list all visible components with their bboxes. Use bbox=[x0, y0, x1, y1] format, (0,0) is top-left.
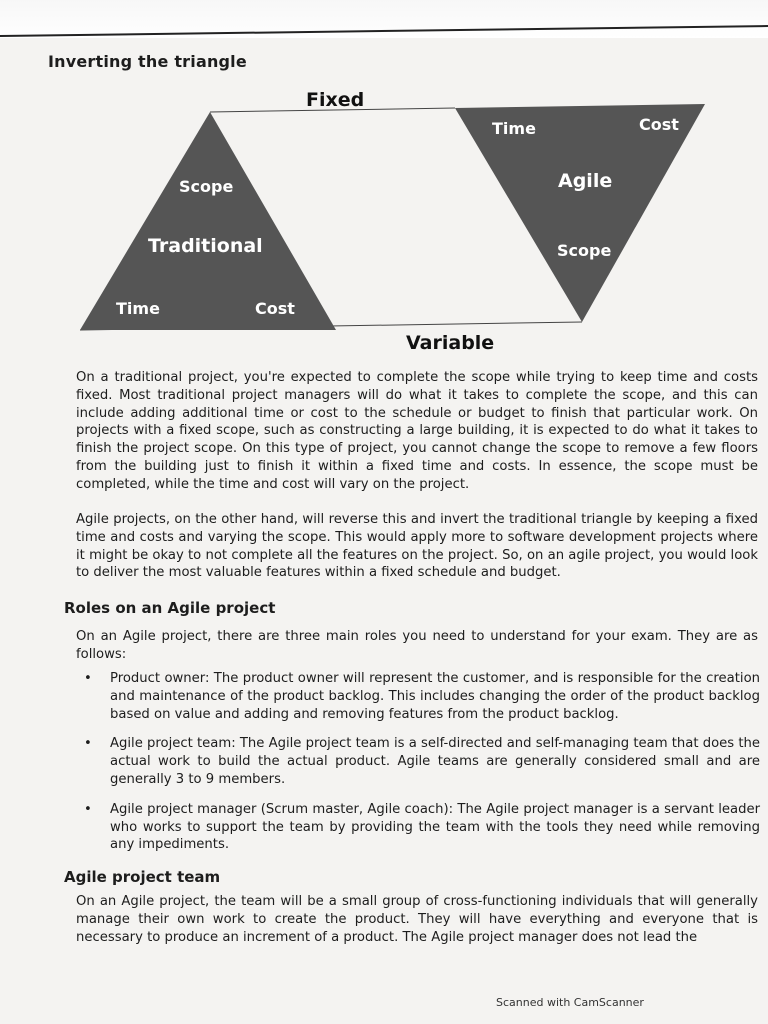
triangle-diagram bbox=[70, 86, 720, 356]
section-title-team: Agile project team bbox=[64, 868, 221, 886]
traditional-scope-label: Scope bbox=[179, 177, 234, 196]
section-title-inverting: Inverting the triangle bbox=[48, 52, 247, 71]
variable-label: Variable bbox=[406, 332, 495, 354]
paragraph-roles-intro: On an Agile project, there are three main roles you need to understand for your exam. They are as follows: bbox=[76, 629, 758, 662]
page-edge bbox=[0, 20, 768, 44]
paragraph-agile: Agile projects, on the other hand, will reverse this and invert the traditional triangle by keeping a fixed time and costs and varying the scope. This would apply more to software development projects where it might be okay to not complete all the features on the project. So, on an agile project, you would look to deliver the most valuable features within a fixed schedule and budget. bbox=[76, 512, 758, 581]
agile-scope-label: Scope bbox=[557, 241, 612, 260]
list-item bbox=[84, 670, 760, 723]
role-product-owner: Product owner: The product owner will represent the customer, and is responsible for the creation and maintenance of the product backlog. This includes changing the order of the product backlog based on value and adding and removing features from the product backlog. bbox=[110, 671, 760, 722]
traditional-triangle bbox=[80, 112, 336, 330]
fixed-label: Fixed bbox=[306, 89, 365, 111]
scanner-footer: Scanned with CamScanner bbox=[496, 996, 644, 1009]
list-item bbox=[84, 735, 760, 788]
role-agile-team: Agile project team: The Agile project team is a self-directed and self-managing team that does the actual work to build the actual product. Agile teams are generally considered small and are generally 3 to 9 members. bbox=[110, 736, 760, 787]
bullet-icon: • bbox=[84, 801, 92, 817]
role-agile-pm: Agile project manager (Scrum master, Agile coach): The Agile project manager is a servant leader who works to support the team by providing the team with the tools they need while removing any impediments. bbox=[110, 801, 760, 853]
bullet-icon: • bbox=[84, 736, 92, 752]
traditional-name-label: Traditional bbox=[148, 235, 263, 257]
traditional-cost-label: Cost bbox=[255, 299, 295, 318]
traditional-time-label: Time bbox=[116, 299, 160, 318]
agile-name-label: Agile bbox=[558, 170, 613, 192]
agile-cost-label: Cost bbox=[639, 115, 679, 134]
section-title-roles: Roles on an Agile project bbox=[64, 599, 276, 617]
bullet-icon: • bbox=[84, 671, 92, 686]
roles-list bbox=[84, 670, 760, 866]
paragraph-team: On an Agile project, the team will be a small group of cross-functioning individuals that will generally manage their own work to create the product. They will have everything and everyone that is necessary to produce an increment of a product. The Agile project manager does not lead the bbox=[76, 894, 758, 945]
paragraph-traditional: On a traditional project, you're expected to complete the scope while trying to keep time and costs fixed. Most traditional project managers will do what it takes to complete the scope, and this can include adding additional time or cost to the schedule or budget to finish that particular work. On projects with a fixed scope, such as constructing a large building, it is expected to do what it takes to finish the project scope. On this type of project, you cannot change the scope to remove a few floors from the building just to finish it within a fixed time and costs. In essence, the scope must be completed, while the time and cost will vary on the project. bbox=[76, 370, 758, 492]
list-item bbox=[84, 801, 760, 854]
agile-time-label: Time bbox=[492, 119, 536, 138]
